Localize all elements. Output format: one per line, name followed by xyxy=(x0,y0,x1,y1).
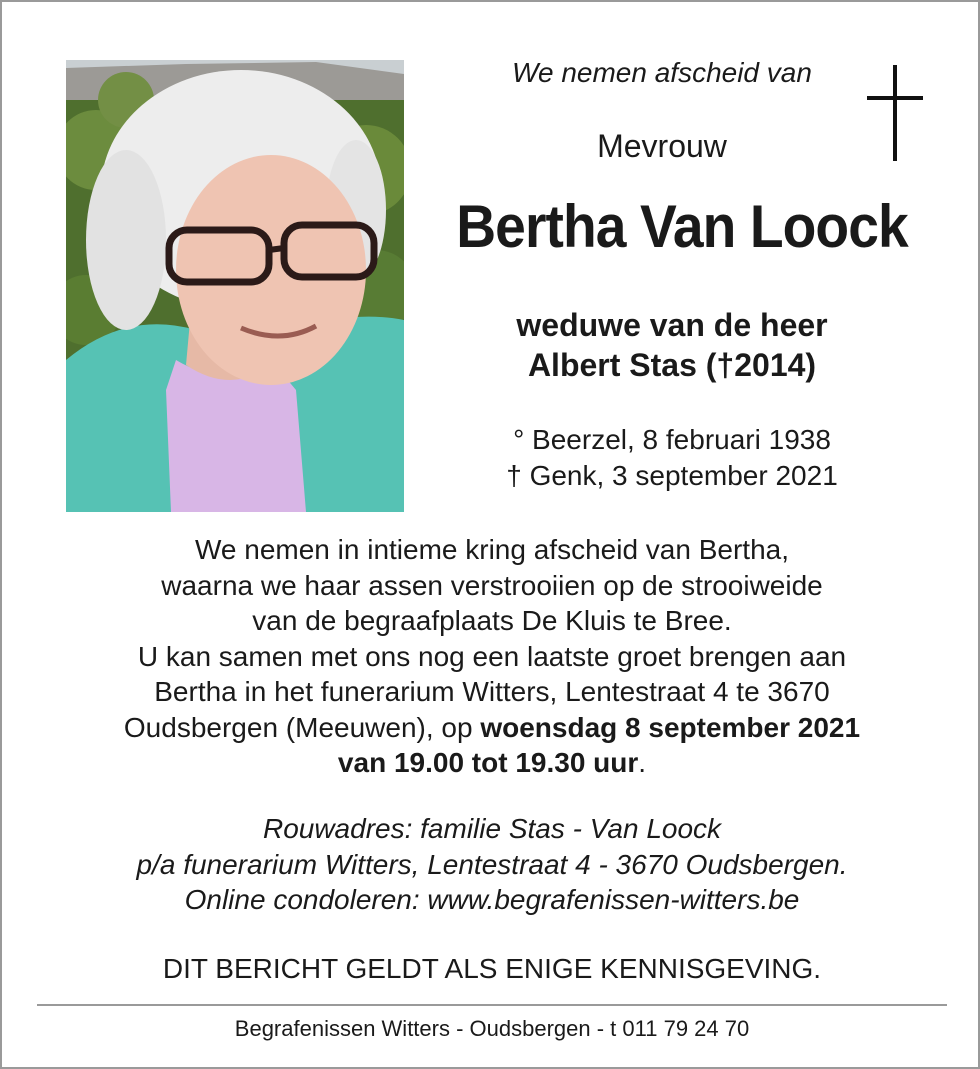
death-date: † Genk, 3 september 2021 xyxy=(506,460,838,491)
spouse-line-1: weduwe van de heer xyxy=(516,307,828,343)
birth-date: ° Beerzel, 8 februari 1938 xyxy=(513,424,831,455)
body-line-5: Bertha in het funerarium Witters, Lentestraat 4 te 3670 xyxy=(154,676,830,707)
mourning-address xyxy=(42,811,942,918)
spouse-line-2: Albert Stas (†2014) xyxy=(527,347,817,383)
body-line-6-prefix: Oudsbergen (Meeuwen), op xyxy=(123,711,481,743)
visitation-time: van 19.00 tot 19.30 uur xyxy=(337,747,639,778)
address-line-2: p/a funerarium Witters, Lentestraat 4 - 3670 Oudsbergen. xyxy=(136,848,848,880)
spouse-info xyxy=(442,305,902,385)
honorific-title: Mevrouw xyxy=(597,128,727,164)
body-line-7 xyxy=(42,745,942,781)
body-line-2: waarna we haar assen verstrooiien op de strooiweide xyxy=(161,569,823,601)
life-dates xyxy=(442,422,902,494)
deceased-name: Bertha Van Loock xyxy=(456,193,908,260)
body-line-3: van de begraafplaats De Kluis te Bree. xyxy=(252,605,732,636)
body-line-7-suffix: . xyxy=(638,747,647,778)
address-line-1: Rouwadres: familie Stas - Van Loock xyxy=(262,813,722,844)
body-line-1: We nemen in intieme kring afscheid van Bertha, xyxy=(194,534,789,565)
portrait-photo xyxy=(66,60,404,512)
visitation-date: woensdag 8 september 2021 xyxy=(480,711,861,743)
address-line-3: Online condoleren: www.begrafenissen-witters.be xyxy=(184,884,800,915)
intro-line: We nemen afscheid van xyxy=(512,57,812,88)
body-line-4: U kan samen met ons nog een laatste groet brengen aan xyxy=(137,640,847,672)
notice-statement: DIT BERICHT GELDT ALS ENIGE KENNISGEVING. xyxy=(162,953,822,984)
announcement-body xyxy=(42,532,942,781)
body-line-6 xyxy=(42,710,942,746)
footer-divider xyxy=(37,1004,947,1006)
funeral-home-footer: Begrafenissen Witters - Oudsbergen - t 011 79 24 70 xyxy=(234,1016,750,1041)
